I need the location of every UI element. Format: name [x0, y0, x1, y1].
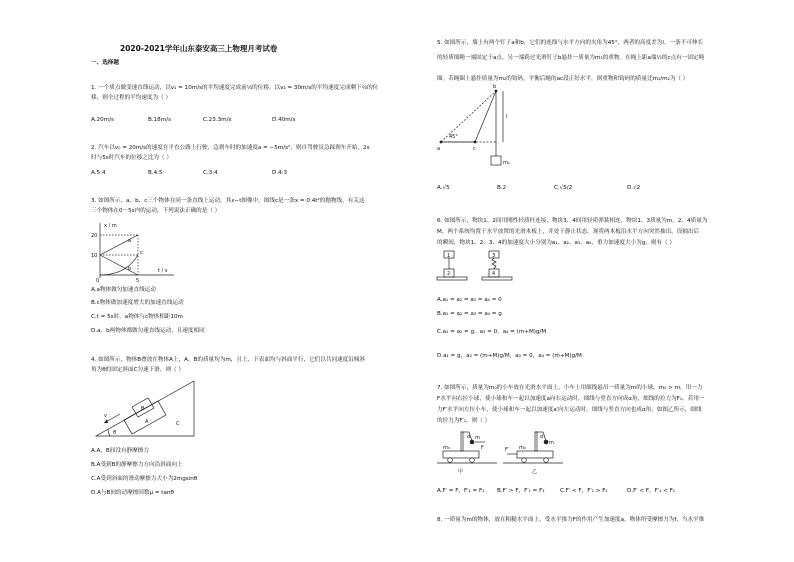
block-a	[124, 401, 166, 434]
mass-m1	[491, 156, 501, 165]
cart-figure	[437, 427, 567, 477]
question-4-stem: 4. 如图所示，物体B叠放在物体A上，A、B的质量均为m，且上、下表面均与斜面平行，它们以共同速度沿倾斜	[91, 357, 366, 363]
question-5-stem-cont: 的轻质细绳一端固定于a点，另一端跨过光滑钉子b悬挂一质量为m₁的重物。在绳上距a端½的c点有一固定绳	[437, 55, 705, 61]
question-6-stem: 6. 如图所示，物块1、2间用刚性轻质杆连接，物块3、4间用轻质弹簧相连，物块1、3质量为m，2、4质量为	[437, 218, 708, 224]
wheel-yi-1	[522, 458, 527, 463]
question-2-option-d[interactable]: D.4:3	[272, 170, 288, 176]
velocity-arrowhead	[104, 419, 108, 423]
question-2-stem: 2. 汽车以v₀ = 20m/s的速度在平直公路上行驶，急刹车时的加速度a = −5m/s²，则自驾驶员急踩刹车开始，2s	[91, 145, 370, 151]
x-tick-5: 5	[136, 278, 140, 284]
post-yi	[535, 432, 537, 451]
ring-c-label: c	[473, 146, 476, 152]
mass-label: m₁	[503, 160, 510, 166]
question-1-option-b[interactable]: B.18m/s	[148, 117, 171, 123]
peg-b-label: b	[493, 84, 497, 90]
alpha-label-yi: α	[540, 434, 544, 440]
block-3-label: 3	[492, 253, 496, 259]
force-label-yi: F′	[505, 447, 510, 453]
rope-cb	[475, 91, 496, 142]
peg-a	[440, 141, 443, 144]
blocks-figure	[437, 249, 527, 285]
t-axis-label: t / s	[158, 268, 168, 274]
question-1-option-d[interactable]: D.40m/s	[272, 117, 296, 123]
question-5-option-a[interactable]: A.√5	[437, 185, 450, 191]
post-jia	[461, 432, 463, 451]
question-3-option-c[interactable]: C.t = 5s时，a物体与c物体相距10m	[91, 314, 184, 320]
cart-yi	[517, 451, 553, 458]
peg-b	[495, 90, 498, 93]
x-tick-0: 0	[96, 278, 100, 284]
question-7-option-c[interactable]: C.F′ < F，F′₁ > F₁	[560, 488, 608, 494]
question-6-option-c[interactable]: C.a₁ = a₂ = g，a₃ = 0，a₄ = (m+M)g/M	[437, 329, 547, 335]
mass-m-yi: m	[549, 440, 554, 446]
question-5-option-c[interactable]: C.√5/2	[554, 185, 573, 191]
cart-jia	[443, 451, 479, 458]
block-b-label: B	[141, 406, 145, 412]
curve-a	[100, 235, 138, 255]
curve-b-label: b	[128, 266, 132, 272]
figure-yi	[503, 432, 563, 475]
wheel-yi-2	[544, 458, 549, 463]
board-right	[482, 277, 512, 280]
left-column	[0, 0, 379, 562]
peg-a-label: a	[437, 146, 441, 152]
question-3-stem-cont: 三个物体在0～5s内的运动，下列说法正确的是（ ）	[91, 208, 221, 214]
question-7-option-d[interactable]: D.F′ < F，F′₁ < F₁	[627, 488, 676, 494]
page-title: 2020-2021学年山东泰安高三上物理月考试卷	[120, 44, 278, 53]
question-4-option-a[interactable]: A.A、B间没有静摩擦力	[91, 448, 149, 454]
question-3-option-d[interactable]: D.a、b两物体都做匀速直线运动，且速度相同	[91, 328, 205, 334]
question-5-option-b[interactable]: B.2	[497, 185, 507, 191]
spring	[492, 258, 496, 269]
ball-yi	[544, 440, 549, 445]
question-4-option-b[interactable]: B.A受到B的静摩擦力方向沿斜面向上	[91, 462, 183, 468]
question-4-stem-cont: 角为θ的固定斜面C匀速下滑，则（ ）	[91, 367, 185, 373]
question-6-stem-cont-2: 的瞬间，物块1、2、3、4的加速度大小分别为a₁、a₂、a₃、a₄，重力加速度大小为g，则有（ ）	[437, 240, 676, 246]
theta-label: θ	[113, 430, 117, 436]
wheel-jia-2	[470, 458, 475, 463]
question-1-stem-cont: 移，则全过程的平均速度为（ ）	[91, 95, 172, 101]
angle-arc	[108, 429, 110, 436]
question-5-stem: 5. 如图所示，墙上有两个钉子a和b，它们的连线与水平方向的夹角为45°，两者的高度差为l。一条不可伸长	[437, 40, 704, 46]
alpha-label-jia: α	[467, 434, 471, 440]
question-6-option-b[interactable]: B.a₁ = a₂ = a₃ = a₄ = g	[437, 311, 502, 317]
force-label-jia: F	[481, 445, 484, 451]
question-7-stem-cont-2: 力F′水平向左拉小车，使小球和车一起以加速度a′向左运动时，细线与竖直方向也成α角，如图乙所示，细线	[437, 407, 702, 413]
x-axis-label: x / m	[104, 223, 117, 229]
incline-c-label: C	[176, 421, 180, 427]
mass-m-jia: m	[475, 435, 480, 441]
question-7-option-a[interactable]: A.F′ = F，F′₁ = F₁	[437, 488, 485, 494]
ring-c	[474, 141, 477, 144]
block-1-label: 1	[447, 253, 451, 259]
question-2-option-b[interactable]: B.4:5	[148, 170, 163, 176]
question-7-option-b[interactable]: B.F′ > F，F′₁ = F₁	[497, 488, 545, 494]
string-yi	[543, 432, 546, 441]
y-tick-10: 10	[91, 253, 98, 259]
incline-figure	[90, 373, 200, 443]
right-column	[397, 0, 757, 562]
board-left	[437, 277, 467, 280]
question-1-stem: 1. 一个质点做变速直线运动，以v₁ = 10m/s的平均速度完成前⅓的位移，以v₂ = 30m/s的平均速度完成剩下⅔的位	[91, 85, 379, 91]
question-6-option-a[interactable]: A.a₁ = a₂ = a₃ = a₄ = 0	[437, 297, 502, 303]
figure-jia	[437, 432, 497, 475]
velocity-label: v	[104, 413, 107, 419]
question-2-stem-cont: 时与5s时汽车的位移之比为（ ）	[91, 155, 172, 161]
question-1-option-c[interactable]: C.23.3m/s	[203, 117, 232, 123]
mass-m0-yi: m₀	[519, 445, 526, 451]
question-1-option-a[interactable]: A.20m/s	[91, 117, 114, 123]
pegs-figure	[437, 85, 517, 170]
question-7-stem-cont-3: 的拉力为F′₁，则（ ）	[437, 418, 491, 424]
mass-m0-jia: m₀	[443, 445, 450, 451]
question-3-option-a[interactable]: A.a物体做匀加速直线运动	[91, 287, 156, 293]
question-5-stem-cont-2: 圈。若绳圈上悬挂质量为m₂的钩码，平衡后绳的ac段正好水平，则重物和钩码的质量比m₁/m₂为（ ）	[437, 76, 689, 82]
question-7-stem-cont: F水平向右拉小球，使小球和车一起以加速度a向右运动时，细线与竖直方向成α角，细线的拉力为F₁。若用一	[437, 396, 705, 402]
wheel-jia-1	[448, 458, 453, 463]
question-2-option-c[interactable]: C.3:4	[203, 170, 218, 176]
question-3-option-b[interactable]: B.c物体做加速度增大的加速直线运动	[91, 300, 184, 306]
section-heading: 一、选择题	[91, 60, 119, 66]
question-2-option-a[interactable]: A.5:4	[91, 170, 106, 176]
question-6-option-d[interactable]: D.a₁ = g，a₂ = (m+M)g/M，a₃ = 0，a₄ = (m+M)g/M	[437, 353, 582, 359]
question-4-option-d[interactable]: D.A与B间的动摩擦因数μ = tanθ	[91, 490, 174, 496]
block-a-label: A	[145, 419, 149, 425]
question-6-stem-cont: M，两个系统均置于水平放置的光滑木板上，并处于静止状态。现将两木板沿水平方向突然抽出，设抽出后	[437, 229, 700, 235]
question-7-stem: 7. 如图所示，质量为m₀的小车放在光滑水平面上，小车上用细线悬吊一质量为m的小球，m₀ > m，用一力	[437, 385, 703, 391]
block-4-label: 4	[492, 271, 496, 277]
caption-yi: 乙	[532, 469, 538, 475]
question-3-stem: 3. 如图所示，a、b、c三个物体在同一条直线上运动，其x−t图像中，图线c是一条x = 0.4t²的抛物线，有关这	[91, 198, 365, 204]
block-2-label: 2	[447, 271, 451, 277]
curve-a-label: a	[128, 238, 132, 244]
xt-graph	[88, 220, 178, 284]
question-8-stem: 8. 一质量为m的物体，放在粗糙水平面上，受水平推力F的作用产生加速度a，物体所受摩擦力为f，当水平推	[437, 517, 705, 523]
ball-jia	[470, 440, 475, 445]
caption-jia: 甲	[458, 469, 464, 475]
y-tick-20: 20	[91, 233, 98, 239]
question-4-option-c[interactable]: C.A受到斜面的滑动摩擦力大小为2mgsinθ	[91, 476, 198, 482]
height-label: l	[506, 114, 508, 120]
question-5-option-d[interactable]: D.√2	[627, 185, 641, 191]
angle-label: 45°	[449, 134, 458, 140]
curve-c-label: c	[140, 250, 143, 256]
